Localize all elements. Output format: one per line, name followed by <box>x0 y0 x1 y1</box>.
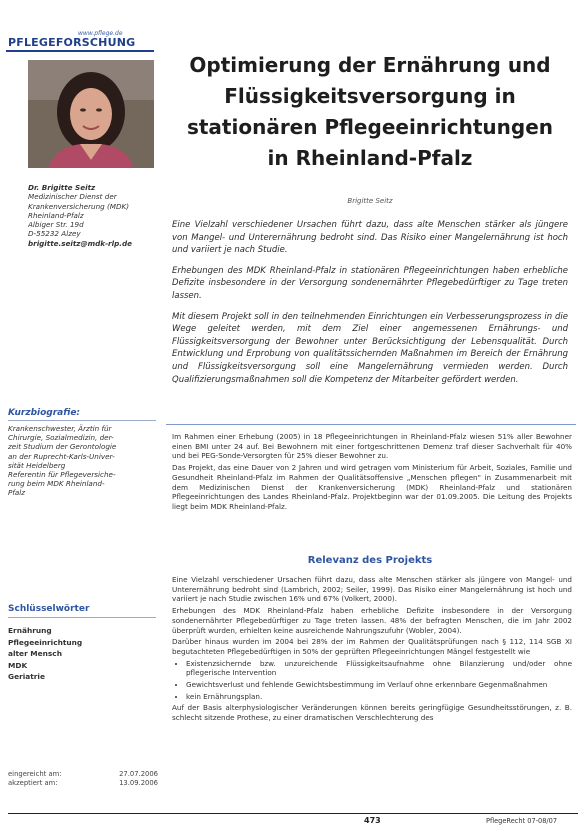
biography-line: an der Ruprecht-Karls-Univer- <box>8 451 115 461</box>
keyword-item: MDK <box>8 660 28 670</box>
submitted-row <box>8 770 158 779</box>
keywords-list <box>8 625 156 683</box>
abstract-paragraph: Eine Vielzahl verschiedener Ursachen führt dazu, dass alte Menschen stärker als jüngere von Mangel- und Unterernährung bedroht sind. Das Risiko einer Mangelernährung ist hoch und variiert je nach Studie. <box>172 220 568 256</box>
biography-text <box>8 424 156 498</box>
author-street: Albiger Str. 19d <box>28 220 84 230</box>
author-affiliation-line: Rheinland-Pfalz <box>28 210 84 220</box>
date-value: 27.07.2006 <box>119 770 158 778</box>
date-label: eingereicht am: <box>8 770 62 778</box>
title-line: Optimierung der Ernährung und <box>189 53 551 77</box>
article-title <box>170 50 570 174</box>
author-name: Dr. Brigitte Seitz <box>28 183 96 192</box>
biography-line: Pfalz <box>8 488 26 498</box>
page-number: 473 <box>364 816 381 825</box>
abstract-paragraph: Mit diesem Projekt soll in den teilnehmenden Einrichtungen ein Verbesserungsprozess in die Wege geleitet werden, mit dem Ziel einer angemessenen Ernährungs- und Flüssigkeitsversorgung der Bewohner unter Berücksichtigung der Lebensqualität. Durch Entwicklung und Erprobung von qualitätssichernden Maßnahmen im Bereich der Ernährung und Flüssigkeitsversorgung soll eine Mangelernährung vermieden werden. Durch Qualifizierungsmaßnahmen soll die Kompetenz der Mitarbeiter gefördert werden. <box>172 311 568 385</box>
body-paragraph: Eine Vielzahl verschiedener Ursachen führt dazu, dass alte Menschen stärker als jüngere von Mangel- und Unterernährung bedroht sind (Lambrich, 2002; Seiler, 1999). Das Risiko einer Mangelernährung ist hoch und variiert je nach Studie zwischen 16% und 67% (Volkert, 2000). <box>172 575 572 604</box>
author-contact <box>28 183 158 248</box>
biography-line: Referentin für Pflegeversiche- <box>8 470 116 480</box>
body-paragraph: Im Rahmen einer Erhebung (2005) in 18 Pflegeeinrichtungen in Rheinland-Pfalz wiesen 51% aller Bewohner einen BMI unter 24 auf. Bei Bewohnern mit einer fortgeschrittenen Demenz traf dieser Sachverhalt für 40% und bei PEG-Sonde-Versorgten für 25% dieser Bewohner zu. <box>172 432 572 461</box>
section-text <box>172 575 572 725</box>
biography-line: Chirurgie, Sozialmedizin, der- <box>8 433 114 443</box>
biography-line: sität Heidelberg <box>8 460 66 470</box>
intro-text <box>172 432 572 514</box>
brand-tagline: www.pflege.de <box>78 30 123 37</box>
list-item: • Existenzsichernde bzw. unzureichende Flüssigkeitsaufnahme ohne Bilanzierung und/oder ohne pflegerische Intervention <box>186 659 572 678</box>
body-paragraph: Erhebungen des MDK Rheinland-Pfalz haben erhebliche Defizite insbesondere in der Versorgung sondenernährter Pflegebedürftiger zu Tage treten lassen. 48% der befragten Menschen, die im Jahr 2002 überprüft wurden, erhielten keine ausreichende Nahrungszufuhr (Wobler, 2004). <box>172 606 572 635</box>
keyword-item: alter Mensch <box>8 649 62 658</box>
biography-line: Krankenschwester, Ärztin für <box>8 424 112 433</box>
body-paragraph: Auf der Basis alterphysiologischer Veränderungen können bereits geringfügige Gesundheitsstörungen, z. B. schlecht sitzende Prothese, zu einer dramatischen Verschlechterung des <box>172 703 572 723</box>
author-affiliation-line: Medizinischer Dienst der <box>28 192 117 202</box>
section-heading: Relevanz des Projekts <box>307 555 433 566</box>
body-paragraph: Darüber hinaus wurden im 2004 bei 28% der im Rahmen der Qualitätsprüfungen nach § 112, 114 SGB XI begutachteten Pflegebedürftigen in 50% der geprüften Pflegeeinrichtungen Mängel festgestellt wie <box>172 637 572 656</box>
date-label: akzeptiert am: <box>8 778 58 787</box>
biography-heading: Kurzbiografie: <box>8 408 156 421</box>
abstract-paragraph: Erhebungen des MDK Rheinland-Pfalz in stationären Pflegeeinrichtungen haben erhebliche Defizite insbesondere in der Versorgung sondenernährter Pflegebedürftiger zu Tage treten lassen. <box>172 265 568 301</box>
list-item: • kein Ernährungsplan. <box>186 692 572 702</box>
byline: Brigitte Seitz <box>347 197 393 205</box>
journal-reference: PflegeRecht 07-08/07 <box>486 817 558 825</box>
author-affiliation-line: Krankenversicherung (MDK) <box>28 201 130 211</box>
accepted-row <box>8 779 158 788</box>
footer-divider <box>8 813 578 814</box>
keyword-item: Pflegeeinrichtung <box>8 637 83 647</box>
author-email[interactable]: brigitte.seitz@mdk-rlp.de <box>28 238 132 248</box>
keyword-item: Ernährung <box>8 626 52 635</box>
title-line: stationären Pflegeeinrichtungen <box>186 115 554 139</box>
biography-line: zeit Studium der Gerontologie <box>8 442 117 452</box>
title-line: Flüssigkeitsversorgung in <box>224 84 516 108</box>
body-paragraph: Das Projekt, das eine Dauer von 2 Jahren und wird getragen vom Ministerium für Arbeit, Soziales, Familie und Gesundheit Rheinland-Pfalz im Rahmen der Qualitätsoffensive „Menschen pflegen" in Zusammenarbeit mit dem Medizinischen Dienst der Krankenversicherung (MDK) Rheinland-Pfalz und stationären Pflegeeinrichtungen des Landes Rheinland-Pfalz. Projektbeginn war der 01.09.2005. Die Leitung des Projekts liegt beim MDK Rheinland-Pfalz. <box>172 463 572 511</box>
author-photo <box>28 60 154 168</box>
section-brand: PFLEGEFORSCHUNG <box>8 36 136 49</box>
biography-line: rung beim MDK Rheinland- <box>8 479 105 489</box>
abstract-divider <box>166 424 576 425</box>
abstract <box>172 219 568 394</box>
deficit-list <box>172 659 572 702</box>
submission-dates <box>8 770 158 787</box>
keyword-item: Geriatrie <box>8 672 45 681</box>
keywords-heading: Schlüsselwörter <box>8 604 156 618</box>
title-line: in Rheinland-Pfalz <box>267 146 473 170</box>
list-item: • Gewichtsverlust und fehlende Gewichtsbestimmung im Verlauf ohne erkennbare Gegenmaßnahmen <box>186 680 572 690</box>
author-city: D-55232 Alzey <box>28 229 81 239</box>
brand-divider <box>6 50 154 52</box>
date-value: 13.09.2006 <box>119 778 158 787</box>
